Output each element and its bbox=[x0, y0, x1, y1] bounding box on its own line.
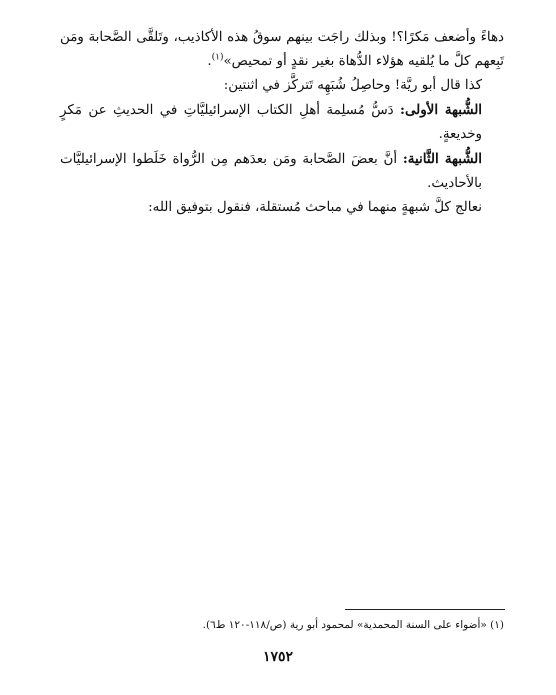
paragraph-summary: كذا قال أبو ريَّة! وحاصِلُ شُبَهِه تَتركَّز في اثنتين: bbox=[223, 78, 482, 93]
doubt-2-heading: الشُّبهة الثَّانية: bbox=[402, 151, 482, 167]
paragraph-doubt-1 bbox=[60, 98, 504, 147]
paragraph-doubt-2 bbox=[60, 147, 504, 196]
doubt-1-heading: الشُّبهة الأولى: bbox=[400, 102, 482, 118]
doubt-2-text: أنَّ بعضَ الصَّحابة ومَن بعدَهم مِن الرُّواة خَلَطوا الإسرائيليَّات بالأحاديث. bbox=[60, 152, 482, 191]
footnote: (١) «أضواء على السنة المحمدية» لمحمود أبو رية (ص/١١٨-١٢٠ ط٦). bbox=[202, 619, 504, 631]
paragraph-text: دهاءً وأضعف مَكرًا؟! وبذلك راجَت بينهم سوقُ هذه الأكاذيب، وتَلقَّى الصَّحابة ومَن تَبِعهم كلَّ ما يُلقيه هؤلاء الدُّهاة بغير نقدٍ أو تمحيص» bbox=[60, 30, 504, 69]
main-text bbox=[60, 26, 504, 220]
doubt-1-text: دَسُّ مُسلِمة أهلِ الكتاب الإسرائيليَّاتِ في الحديثِ عن مَكرٍ وخديعةٍ. bbox=[60, 103, 482, 142]
page-number: ١٧٥٢ bbox=[262, 649, 294, 665]
paragraph-period: . bbox=[207, 54, 212, 69]
paragraph-conclusion: نعالج كلَّ شبهةٍ منهما في مباحث مُستقلة، فنقول بتوفيق الله: bbox=[148, 200, 482, 215]
footnote-divider bbox=[345, 609, 505, 610]
paragraph-quote-end bbox=[60, 26, 504, 74]
footnote-reference: (١) bbox=[211, 52, 224, 63]
